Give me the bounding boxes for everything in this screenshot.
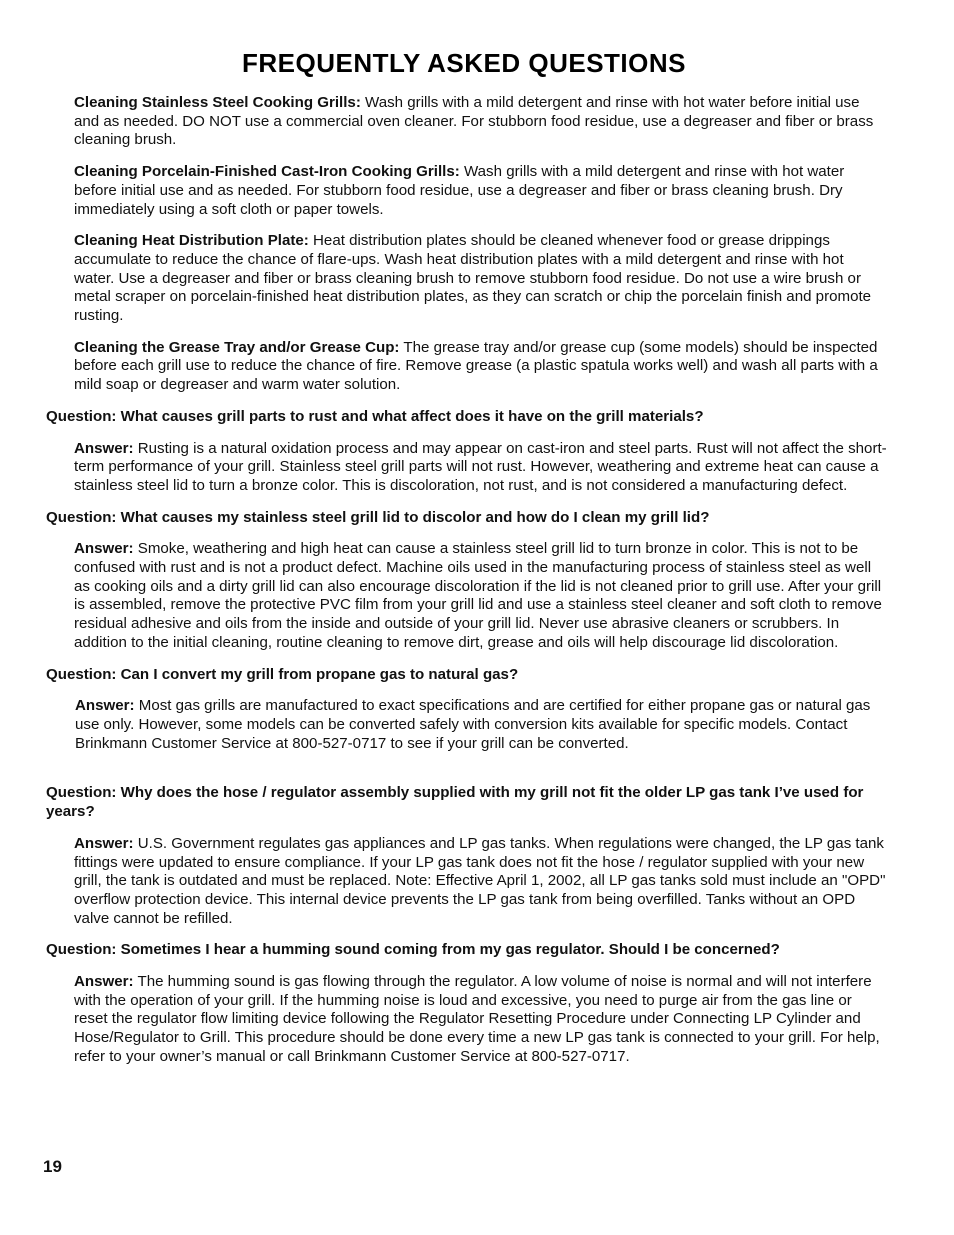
cleaning-heading: Cleaning Heat Distribution Plate:: [74, 232, 309, 250]
question-humming: Question: Sometimes I hear a humming sound coming from my gas regulator. Should I be concerned?: [46, 941, 780, 959]
answer-rust: [74, 440, 888, 496]
question-lid-discolor: Question: What causes my stainless steel grill lid to discolor and how do I clean my grill lid?: [46, 508, 710, 526]
answer-label: Answer:: [75, 697, 135, 715]
cleaning-heat-plate: [74, 232, 888, 326]
answer-label: Answer:: [74, 540, 134, 558]
cleaning-stainless-grills: [74, 94, 888, 150]
section-spacer: [46, 766, 888, 784]
cleaning-text: Wash grills with a mild detergent and rinse with hot water before initial use and as needed. For stubborn food residue, use a degreaser and fiber or brass cleaning brush. Dry immediately using a soft cloth or paper towels.: [74, 163, 845, 218]
cleaning-text: The grease tray and/or grease cup (some models) should be inspected before each grill use to reduce the chance of fire. Remove grease (a plastic spatula works well) and wash all parts with a mild soap or degreaser and warm water solution.: [74, 338, 878, 394]
cleaning-heading: Cleaning Porcelain-Finished Cast-Iron Cooking Grills:: [74, 163, 460, 181]
answer-text: Most gas grills are manufactured to exact specifications and are certified for either propane gas or natural gas use only. However, some models can be converted safely with conversion kits available for specific models. Contact Brinkmann Customer Service at 800-527-0717 to see if your grill can be converted.: [75, 697, 871, 752]
cleaning-heading: Cleaning the Grease Tray and/or Grease Cup:: [74, 338, 400, 356]
answer-label: Answer:: [74, 439, 134, 457]
answer-hose-regulator: [74, 835, 888, 929]
cleaning-grease-tray: [74, 339, 888, 395]
answer-label: Answer:: [74, 834, 134, 852]
answer-text: Rusting is a natural oxidation process and may appear on cast-iron and steel parts. Rust will not affect the short-term performance of your grill. Stainless steel grill parts will not rust. However, weathering and extreme heat can cause a stainless steel lid to turn a bronze color. This is discoloration, not rust, and is not considered a manufacturing defect.: [74, 439, 887, 494]
answer-lid-discolor: [74, 540, 888, 652]
cleaning-text: Heat distribution plates should be cleaned whenever food or grease drippings accumulate to reduce the chance of flare-ups. Wash heat distribution plates with a mild detergent and rinse with hot water. Use a degreaser and fiber or brass cleaning brush to remove stubborn food residue. Do not use a wire brush or metal scraper on porcelain-finished heat distribution plates, as they can scratch or chip the porcelain finish and promote rusting.: [74, 232, 872, 325]
page-title: FREQUENTLY ASKED QUESTIONS: [242, 48, 686, 78]
faq-content: [46, 94, 888, 1080]
answer-convert-gas: [75, 697, 888, 753]
answer-text: Smoke, weathering and high heat can cause a stainless steel grill lid to turn bronze in color. This is not to be confused with rust and is not a product defect. Machine oils used in the manufacturing process of stainless steel as well as cooking oils and a dirty grill lid can also encourage discoloration if the lid is not cleaned prior to grill use. After your grill is assembled, remove the protective PVC film from your grill lid and use a stainless steel cleaner and soft cloth to remove residual adhesive and oils from the inside and outside of your grill lid. Never use abrasive cleaners or scrubbers. In addition to the initial cleaning, routine cleaning to remove dirt, grease and oils will help discourage lid discoloration.: [74, 540, 882, 651]
answer-text: The humming sound is gas flowing through the regulator. A low volume of noise is normal and will not interfere with the operation of your grill. If the humming noise is loud and excessive, you need to purge air from the gas line or reset the regulator flow limiting device following the Regulator Resetting Procedure under Connecting LP Cylinder and Hose/Regulator to Grill. This procedure should be done every time a new LP gas tank is connected to your grill. For help, refer to your owner’s manual or call Brinkmann Customer Service at 800-527-0717.: [74, 973, 880, 1065]
answer-text: U.S. Government regulates gas appliances and LP gas tanks. When regulations were changed, the LP gas tank fittings were updated to ensure compliance. If your LP gas tank does not fit the hose / regulator supplied with your new grill, the tank is outdated and must be replaced. Note: Effective April 1, 2002, all LP gas tanks sold must include an "OPD" overflow protection device. This internal device prevents the LP gas tank from being overfilled. Tanks without an OPD valve cannot be refilled.: [74, 834, 886, 927]
cleaning-porcelain-grills: [74, 163, 888, 219]
answer-label: Answer:: [74, 973, 134, 991]
question-convert-gas: Question: Can I convert my grill from propane gas to natural gas?: [46, 665, 519, 683]
page-number: 19: [43, 1157, 62, 1176]
cleaning-heading: Cleaning Stainless Steel Cooking Grills:: [74, 94, 361, 111]
question-hose-regulator: Question: Why does the hose / regulator assembly supplied with my grill not fit the older LP gas tank I’ve used for years?: [46, 784, 864, 821]
answer-humming: [74, 973, 888, 1067]
question-rust: Question: What causes grill parts to rust and what affect does it have on the grill materials?: [46, 407, 704, 425]
cleaning-text: Wash grills with a mild detergent and rinse with hot water before initial use and as needed. DO NOT use a commercial oven cleaner. For stubborn food residue, use a degreaser and fiber or brass cleaning brush.: [74, 94, 874, 149]
